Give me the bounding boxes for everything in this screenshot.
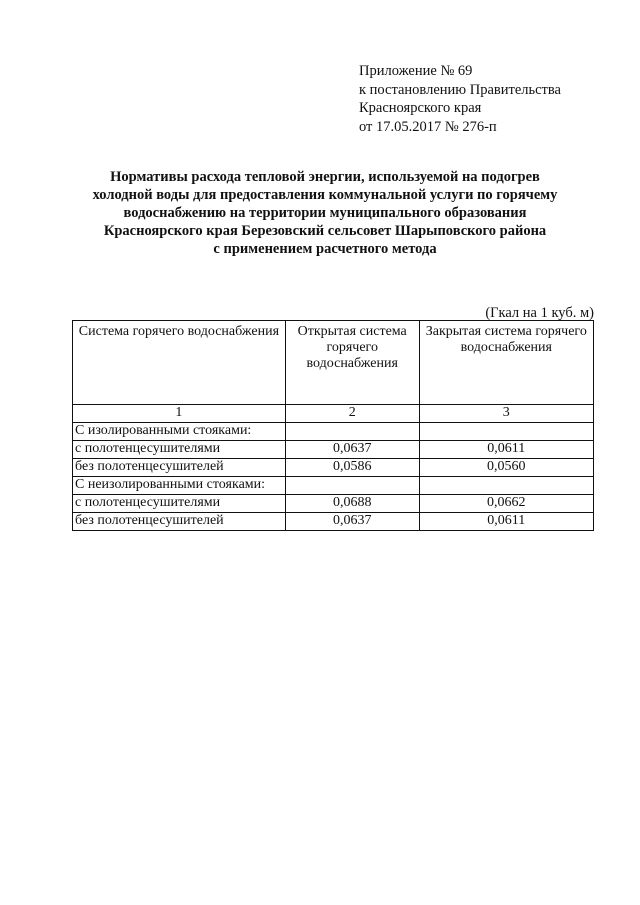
header-system: Система горячего водоснабжения	[73, 321, 286, 405]
appendix-number: Приложение № 69	[359, 63, 473, 79]
header-closed-system: Закрытая система горячего водоснабжения	[419, 321, 593, 405]
units-label: (Гкал на 1 куб. м)	[485, 305, 594, 321]
closed-value: 0,0662	[419, 495, 593, 513]
header-open-system: Открытая система горячего водоснабжения	[285, 321, 419, 405]
open-value: 0,0637	[285, 441, 419, 459]
row-label: с полотенцесушителями	[73, 441, 286, 459]
open-value: 0,0637	[285, 513, 419, 531]
norms-table	[72, 320, 594, 531]
column-number: 3	[419, 405, 593, 423]
open-value	[285, 423, 419, 441]
table-row	[73, 459, 594, 477]
row-label: С неизолированными стояками:	[73, 477, 286, 495]
open-value: 0,0586	[285, 459, 419, 477]
row-label: с полотенцесушителями	[73, 495, 286, 513]
closed-value	[419, 423, 593, 441]
open-value	[285, 477, 419, 495]
table-row	[73, 477, 594, 495]
appendix-region: Красноярского края	[359, 100, 482, 116]
table-row	[73, 495, 594, 513]
appendix-block	[359, 62, 619, 136]
title-line: Нормативы расхода тепловой энергии, используемой на подогрев	[110, 169, 540, 185]
table-row	[73, 513, 594, 531]
table-row	[73, 441, 594, 459]
column-number: 2	[285, 405, 419, 423]
document-title	[60, 168, 590, 258]
closed-value: 0,0611	[419, 513, 593, 531]
closed-value	[419, 477, 593, 495]
appendix-date: от 17.05.2017 № 276-п	[359, 118, 497, 135]
row-label: без полотенцесушителей	[73, 459, 286, 477]
table-column-numbers-row	[73, 405, 594, 423]
title-line: Красноярского края Березовский сельсовет Шарыповского района	[103, 223, 547, 239]
column-number: 1	[73, 405, 286, 423]
open-value: 0,0688	[285, 495, 419, 513]
row-label: С изолированными стояками:	[73, 423, 286, 441]
table-header-row	[73, 321, 594, 405]
row-label: без полотенцесушителей	[73, 513, 286, 531]
closed-value: 0,0560	[419, 459, 593, 477]
title-line: холодной воды для предоставления коммунальной услуги по горячему	[92, 187, 558, 203]
title-line: водоснабжению на территории муниципального образования	[123, 205, 527, 221]
appendix-reference: к постановлению Правительства	[359, 81, 561, 98]
closed-value: 0,0611	[419, 441, 593, 459]
title-line: с применением расчетного метода	[213, 241, 437, 257]
table-row	[73, 423, 594, 441]
